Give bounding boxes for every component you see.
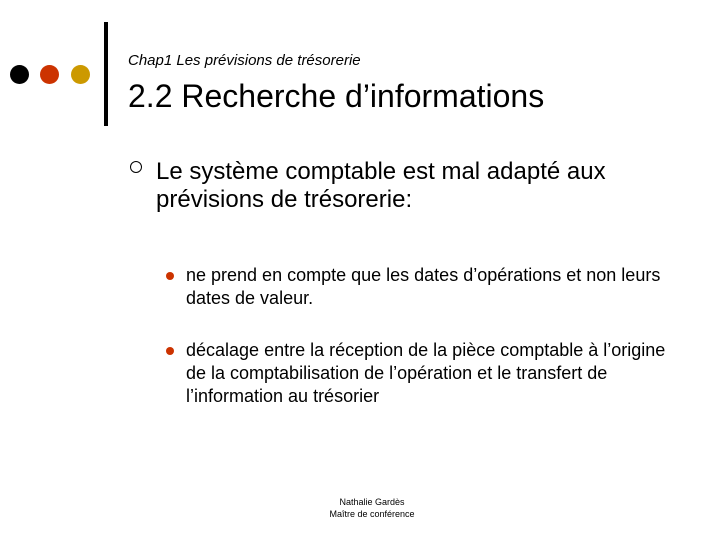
sub-bullet-2 (166, 339, 666, 408)
slide-title: 2.2 Recherche d’informations (128, 78, 545, 114)
bullet-dot-icon (166, 347, 174, 355)
chapter-kicker: Chap1 Les prévisions de trésorerie (128, 52, 361, 69)
decorative-dot-gold (71, 65, 90, 84)
footer-author: Nathalie Gardès (339, 497, 405, 507)
decorative-dot-black (10, 65, 29, 84)
header-divider (104, 22, 108, 126)
main-bullet (130, 158, 690, 214)
main-bullet-text: Le système comptable est mal adapté aux prévisions de trésorerie: (156, 158, 606, 213)
hollow-circle-bullet-icon (130, 161, 142, 173)
footer (272, 496, 472, 520)
bullet-dot-icon (166, 272, 174, 280)
decorative-dot-red (40, 65, 59, 84)
sub-bullet-text: ne prend en compte que les dates d’opérations et non leurs dates de valeur. (186, 265, 661, 308)
sub-bullet-1 (166, 264, 666, 310)
footer-role: Maître de conférence (329, 509, 415, 519)
sub-bullet-text: décalage entre la réception de la pièce comptable à l’origine de la comptabilisation de l’opération et le transfert de l’information au trésorier (186, 340, 666, 406)
